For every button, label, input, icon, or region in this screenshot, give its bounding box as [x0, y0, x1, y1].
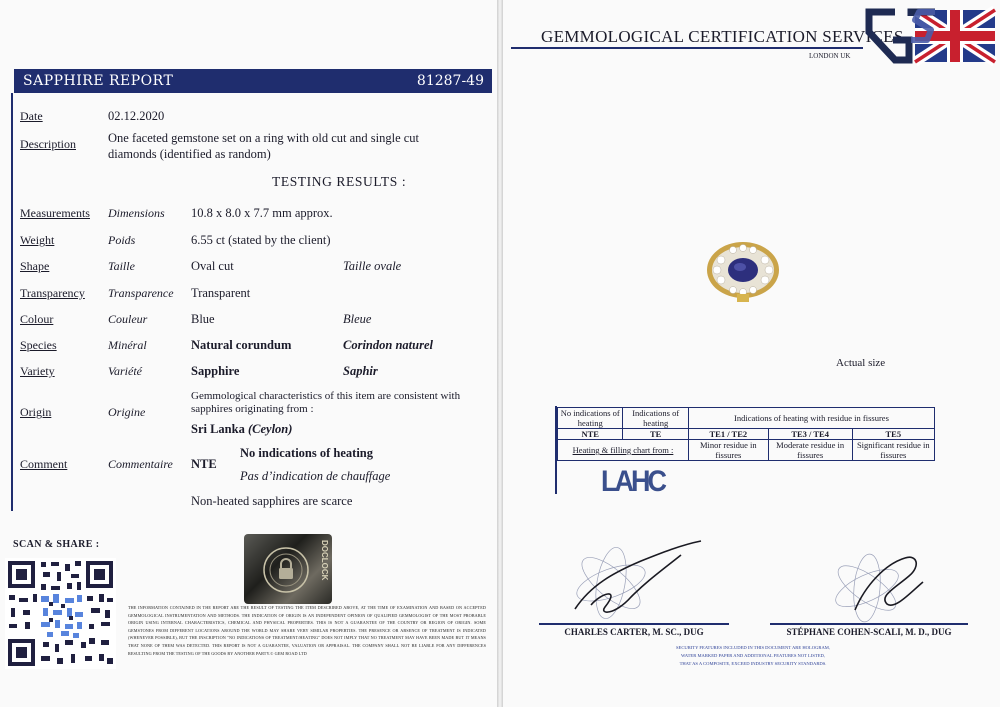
- signature-line-cohen-scali: [770, 623, 968, 625]
- comment-text: No indications of heating: [240, 446, 374, 460]
- origin-country-name: Sri Lanka: [191, 422, 245, 436]
- heating-table: [557, 407, 935, 461]
- hologram-text: DOCLOCK: [320, 540, 329, 581]
- origin-text: [191, 390, 487, 416]
- row-fr-transparency: Transparence: [108, 286, 174, 300]
- date-value: 02.12.2020: [108, 109, 165, 123]
- row-value-colour: Blue: [191, 312, 215, 326]
- left-page: [0, 0, 497, 707]
- row-value-weight: 6.55 ct (stated by the client): [191, 233, 331, 247]
- table-cell: TE3 / TE4: [768, 429, 852, 440]
- hologram-seal-icon: [244, 534, 332, 604]
- date-label: Date: [20, 109, 43, 123]
- table-cell: Minor residue in fissures: [688, 440, 768, 461]
- row-label-weight: Weight: [20, 233, 55, 247]
- row-label-colour: Colour: [20, 312, 54, 326]
- signatory-cohen-scali: STÉPHANE COHEN-SCALI, M. D., DUG: [786, 627, 952, 637]
- gcs-logo-icon: [865, 6, 997, 66]
- row-value-fr-colour: Bleue: [343, 312, 372, 326]
- disclaimer-text: THE INFORMATION CONTAINED IN THE REPORT ARE THE RESULT OF TESTING THE ITEM DESCRIBED ABOVE, AT THE TIME OF EXAMINATION AND BASED ON ACCEPTED GEMMOLOGICAL INSTRUMENTATION AND METHODS. THE INDICATION OF ORIGIN IS AN INDEPENDENT OPINION OF QUALIFIED GEMMOLOGIST OF THE MOST PROBABLE ORIGIN USING INTERNAL CHARACTERISTICS, CHEMICAL AND PHYSICAL PROPERTIES. THIS IS NOT A GUARANTEE OF THE COUNTRY OR REGION OF ORIGIN. SOME GEMSTONES FROM DIFFERENT LOCATIONS AROUND THE WORLD MAY SHARE VERY SIMILAR PROPERTIES. THE PRESENCE OR ABSENCE OF TREATMENT IS INDICATED (WHENEVER POSSIBLE), BUT THE INSCRIPTION "NO INDICATIONS OF TREATMENT/HEATING" DOES NOT IMPLY THAT NO TREATMENT MAY HAVE BEEN MADE BUT IT MEANS THAT NONE OF THEM WAS DETECTED. THIS REPORT IS NOT A GUARANTEE, VALUATION OR APPRAISAL. THE COMPANY SHALL NOT BE LIABLE FOR ANY DIFFERENCES RESULTING FROM THE TESTING OF THE GOODS BY ANOTHER PARTY.© GEM ROAD LTD: [128, 605, 486, 656]
- signature-cohen-scali: [825, 546, 935, 626]
- row-fr-colour: Couleur: [108, 312, 148, 326]
- description-label: Description: [20, 137, 76, 151]
- testing-results-heading: TESTING RESULTS :: [272, 174, 407, 189]
- header-title: GEMMOLOGICAL CERTIFICATION SERVICES: [541, 27, 904, 46]
- left-border-line: [11, 93, 13, 511]
- signature-line-carter: [539, 623, 729, 625]
- row-label-variety: Variety: [20, 364, 55, 378]
- comment-label: Comment: [20, 457, 68, 471]
- description-line: One faceted gemstone set on a ring with old cut and single cut: [108, 131, 420, 145]
- origin-country: [191, 422, 292, 437]
- table-row: [558, 429, 935, 440]
- origin-fr: Origine: [108, 405, 146, 419]
- scan-share-label: SCAN & SHARE :: [13, 539, 100, 550]
- row-label-transparency: Transparency: [20, 286, 85, 300]
- origin-line: sapphires originating from :: [191, 403, 314, 415]
- row-value-species: Natural corundum: [191, 338, 292, 352]
- description-value: [108, 130, 486, 162]
- row-fr-species: Minéral: [108, 338, 147, 352]
- row-label-shape: Shape: [20, 259, 50, 273]
- table-cell: TE: [623, 429, 688, 440]
- row-value-transparency: Transparent: [191, 286, 251, 300]
- security-line: THAT AS A COMPOSITE, EXCEED INDUSTRY SECURITY STANDARDS.: [679, 661, 827, 666]
- row-value-variety: Sapphire: [191, 364, 240, 378]
- table-cell: Indications of heating with residue in fissures: [688, 408, 934, 429]
- qr-code[interactable]: [5, 558, 116, 669]
- origin-line: Gemmological characteristics of this item are consistent with: [191, 390, 461, 402]
- row-fr-variety: Variété: [108, 364, 142, 378]
- comment-note: Non-heated sapphires are scarce: [191, 494, 353, 508]
- photo-caption: Actual size: [836, 357, 886, 369]
- row-value-fr-species: Corindon naturel: [343, 338, 433, 352]
- row-fr-weight: Poids: [108, 233, 136, 247]
- header-rule: [511, 47, 863, 49]
- table-row: [558, 440, 935, 461]
- comment-text-fr: Pas d’indication de chauffage: [240, 469, 391, 483]
- security-hologram: [244, 534, 332, 604]
- comment-fr: Commentaire: [108, 457, 173, 471]
- lahc-logo: LAHC: [601, 464, 664, 498]
- row-value-fr-variety: Saphir: [343, 364, 378, 378]
- row-label-species: Species: [20, 338, 57, 352]
- signature-carter: [561, 535, 711, 625]
- row-fr-measurements: Dimensions: [108, 206, 165, 220]
- table-cell: TE5: [852, 429, 934, 440]
- right-page: [503, 0, 1000, 707]
- row-label-measurements: Measurements: [20, 206, 90, 220]
- comment-code: NTE: [191, 457, 217, 471]
- report-title: SAPPHIRE REPORT: [23, 73, 174, 89]
- row-value-shape: Oval cut: [191, 259, 234, 273]
- origin-label: Origin: [20, 405, 52, 419]
- origin-country-alt: (Ceylon): [247, 422, 293, 436]
- table-cell: NTE: [558, 429, 623, 440]
- report-number: 81287-49: [416, 73, 484, 89]
- row-value-measurements: 10.8 x 8.0 x 7.7 mm approx.: [191, 206, 333, 220]
- row-value-fr-shape: Taille ovale: [343, 259, 402, 273]
- report-title-bar: [14, 69, 492, 93]
- description-line: diamonds (identified as random): [108, 147, 271, 161]
- table-cell: Significant residue in fissures: [852, 440, 934, 461]
- header-subtitle: LONDON UK: [809, 52, 851, 60]
- security-note: [603, 644, 903, 668]
- row-fr-shape: Taille: [108, 259, 135, 273]
- security-line: SECURITY FEATURES INCLUDED IN THIS DOCUMENT ARE HOLOGRAM,: [675, 645, 831, 650]
- table-row: [558, 408, 935, 429]
- table-cell: Moderate residue in fissures: [768, 440, 852, 461]
- signatory-carter: CHARLES CARTER, M. SC., DUG: [564, 627, 704, 637]
- table-cell: TE1 / TE2: [688, 429, 768, 440]
- security-line: WATER MARKED PAPER AND ADDITIONAL FEATURES NOT LISTED,: [680, 653, 826, 658]
- table-cell: Indications of heating: [623, 408, 688, 429]
- table-cell: Heating & filling chart from :: [558, 440, 689, 461]
- ring-photo: [703, 238, 783, 302]
- table-cell: No indications of heating: [558, 408, 623, 429]
